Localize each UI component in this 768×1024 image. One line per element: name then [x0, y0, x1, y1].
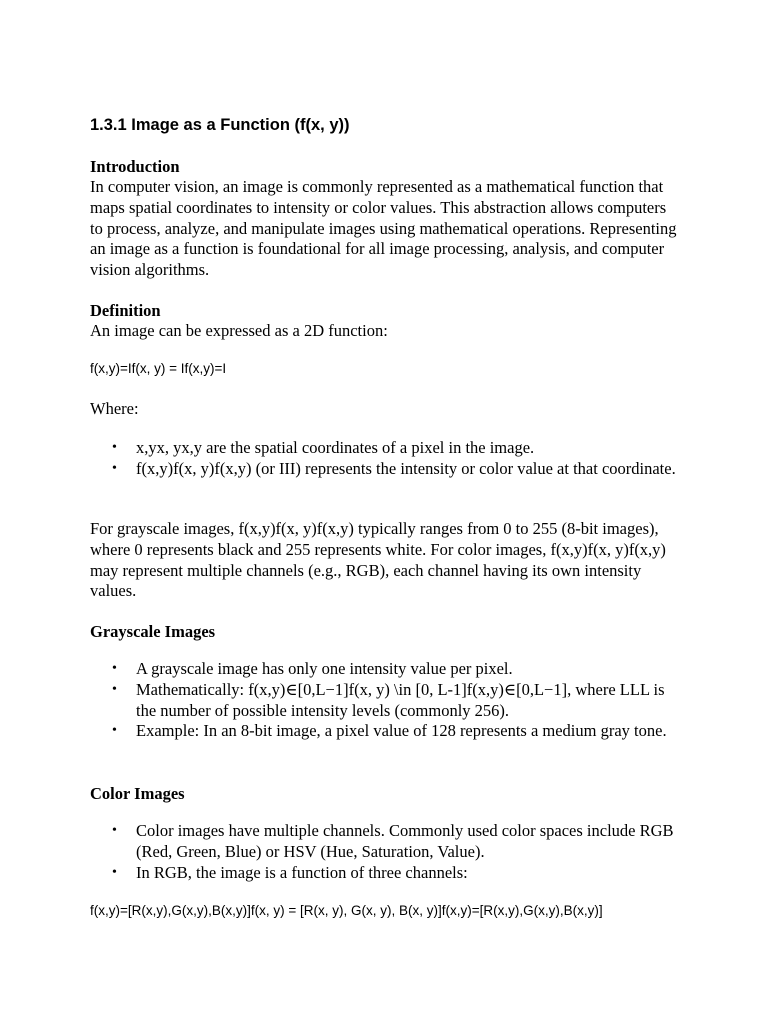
list-item-text: x,yx, yx,y are the spatial coordinates of a pixel in the image. [136, 438, 535, 457]
intro-section [90, 156, 680, 281]
intro-body: In computer vision, an image is commonly represented as a mathematical function that maps spatial coordinates to intensity or color values. This abstraction allows computers to process, analyze, and manipulate images using mathematical operations. Representing an image as a function is foundational for all image processing, analysis, and computer vision algorithms. [90, 177, 677, 280]
grayscale-note: For grayscale images, f(x,y)f(x, y)f(x,y) typically ranges from 0 to 255 (8-bit images), where 0 represents black and 255 represents white. For color images, f(x,y)f(x, y)f(x,y) may represent multiple channels (e.g., RGB), each channel having its own intensity values. [90, 519, 666, 601]
list-item-text: f(x,y)f(x, y)f(x,y) (or III) represents the intensity or color value at that coordinate. [136, 458, 676, 478]
list-item-text: Example: In an 8-bit image, a pixel value of 128 represents a medium gray tone. [136, 721, 667, 741]
list-item [90, 680, 680, 722]
bullet-icon: • [112, 460, 117, 476]
definition-list [90, 438, 680, 480]
list-item-text: A grayscale image has only one intensity value per pixel. [136, 659, 513, 678]
list-item [90, 821, 680, 863]
rgb-formula: f(x,y)=[R(x,y),G(x,y),B(x,y)]f(x, y) = [R(x, y), G(x, y), B(x, y)]f(x,y)=[R(x,y),G(x,y),B(x,y)] [90, 903, 603, 918]
definition-body: An image can be expressed as a 2D function: [90, 321, 388, 340]
color-heading: Color Images [90, 784, 185, 803]
bullet-icon: • [112, 864, 117, 880]
list-item [90, 721, 680, 742]
list-item-text: In RGB, the image is a function of three channels: [136, 862, 468, 882]
section-title: 1.3.1 Image as a Function (f(x, y)) [90, 116, 350, 134]
list-item [90, 659, 680, 680]
document-page [90, 0, 690, 1024]
list-item [90, 438, 680, 459]
list-item [90, 459, 680, 480]
grayscale-section [90, 621, 680, 642]
color-section [90, 783, 680, 804]
list-item [90, 863, 680, 884]
bullet-icon: • [112, 723, 117, 739]
definition-where [90, 399, 680, 420]
definition-section [90, 300, 680, 342]
bullet-icon: • [112, 440, 117, 455]
list-item-text: Mathematically: f(x,y)∈[0,L−1]f(x, y) \in [0, L-1]f(x,y)∈[0,L−1], where LLL is the number of possible intensity levels (commonly 256). [136, 679, 665, 720]
color-list [90, 821, 680, 883]
grayscale-list [90, 659, 680, 742]
grayscale-note-section [90, 519, 680, 602]
bullet-icon: • [112, 823, 117, 838]
grayscale-heading: Grayscale Images [90, 622, 216, 641]
where-label: Where: [90, 399, 139, 418]
bullet-icon: • [112, 661, 117, 676]
list-item-text: Color images have multiple channels. Commonly used color spaces include RGB (Red, Green, Blue) or HSV (Hue, Saturation, Value). [136, 821, 674, 861]
definition-heading: Definition [90, 301, 161, 320]
definition-formula: f(x,y)=If(x, y) = If(x,y)=I [90, 361, 227, 376]
intro-heading: Introduction [90, 157, 180, 176]
bullet-icon: • [112, 681, 117, 697]
